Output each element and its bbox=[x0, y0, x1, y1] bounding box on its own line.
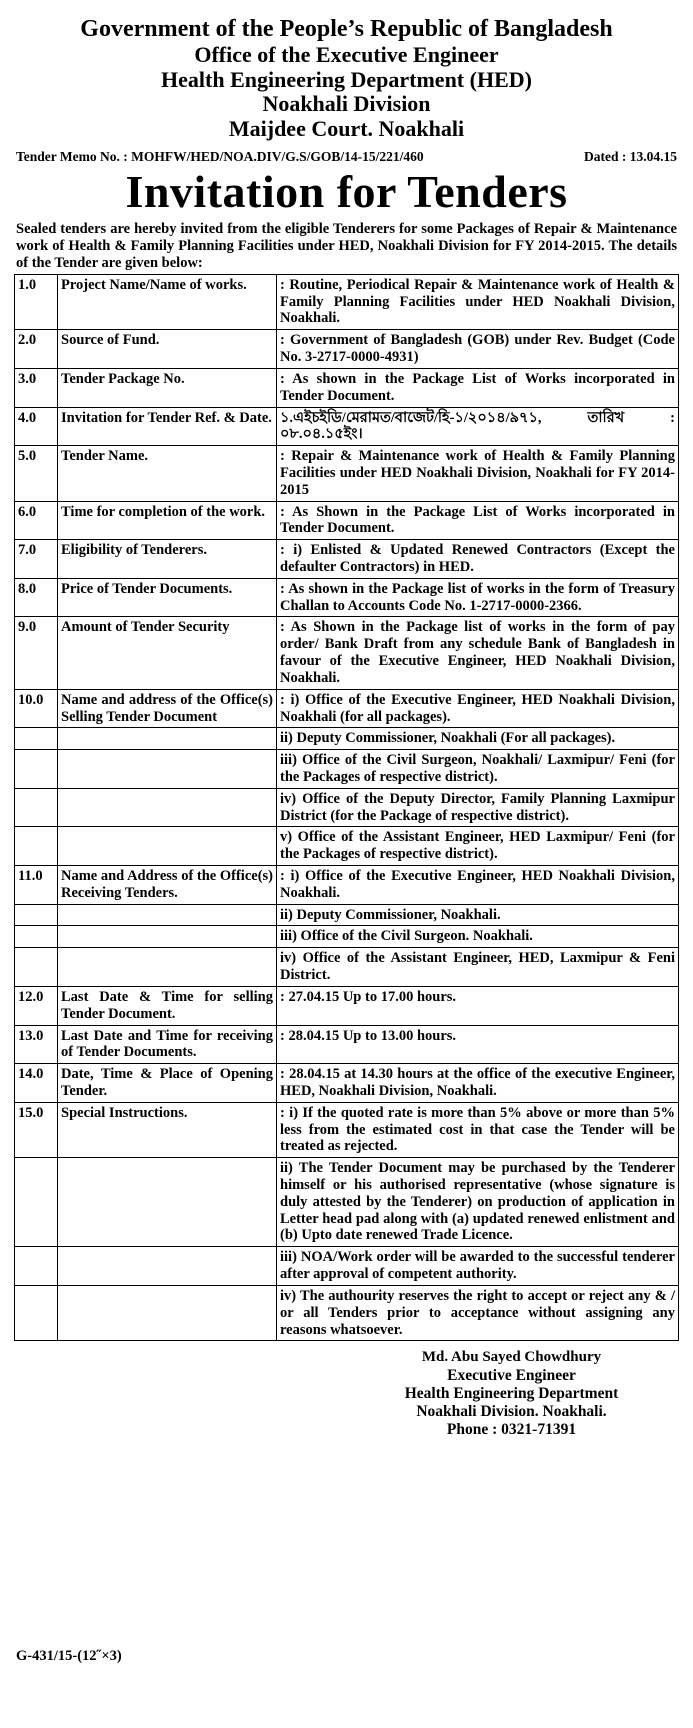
row-number: 3.0 bbox=[15, 368, 58, 407]
row-number bbox=[15, 1285, 58, 1340]
signatory-division: Noakhali Division. Noakhali. bbox=[416, 1402, 607, 1420]
table-row bbox=[15, 578, 679, 617]
row-number: 5.0 bbox=[15, 446, 58, 501]
publication-code: G-431/15-(12˝×3) bbox=[16, 1648, 122, 1664]
table-row bbox=[15, 750, 679, 789]
row-detail: : i) Office of the Executive Engineer, HED Noakhali Division, Noakhali (for all packages). bbox=[277, 689, 679, 728]
table-row bbox=[15, 1064, 679, 1103]
table-row bbox=[15, 1102, 679, 1157]
table-row bbox=[15, 501, 679, 540]
table-row bbox=[15, 728, 679, 750]
memo-number: Tender Memo No. : MOHFW/HED/NOA.DIV/G.S/GOB/14-15/221/460 bbox=[16, 149, 424, 165]
notice-title: Invitation for Tenders bbox=[125, 166, 568, 218]
row-number bbox=[15, 1158, 58, 1247]
row-detail: : As shown in the Package list of works in the form of Treasury Challan to Accounts Code No. 1-2717-0000-2366. bbox=[277, 578, 679, 617]
table-row bbox=[15, 540, 679, 579]
row-item bbox=[58, 1158, 277, 1247]
row-detail: iii) NOA/Work order will be awarded to the successful tenderer after approval of competent authority. bbox=[277, 1247, 679, 1286]
row-detail: : Repair & Maintenance work of Health & Family Planning Facilities under HED Noakhali Division, Noakhali for FY 2014-2015 bbox=[277, 446, 679, 501]
row-detail: : 28.04.15 Up to 13.00 hours. bbox=[277, 1025, 679, 1064]
signatory-phone: Phone : 0321-71391 bbox=[446, 1420, 577, 1438]
row-number: 12.0 bbox=[15, 986, 58, 1025]
row-item bbox=[58, 750, 277, 789]
row-number: 2.0 bbox=[15, 330, 58, 369]
signatory-title: Executive Engineer bbox=[447, 1366, 576, 1384]
row-item: Project Name/Name of works. bbox=[58, 274, 277, 329]
row-detail: : As Shown in the Package list of works in the form of pay order/ Bank Draft from any schedule Bank of Bangladesh in favour of the Executive Engineer, HED Noakhali Division, Noakhali. bbox=[277, 617, 679, 689]
table-row bbox=[15, 788, 679, 827]
row-detail: ii) Deputy Commissioner, Noakhali. bbox=[277, 904, 679, 926]
row-detail: iv) Office of the Assistant Engineer, HED, Laxmipur & Feni District. bbox=[277, 948, 679, 987]
row-detail: : 28.04.15 at 14.30 hours at the office of the executive Engineer, HED, Noakhali Division, Noakhali. bbox=[277, 1064, 679, 1103]
row-item: Amount of Tender Security bbox=[58, 617, 277, 689]
table-row bbox=[15, 1158, 679, 1247]
row-number bbox=[15, 728, 58, 750]
row-detail: ii) Deputy Commissioner, Noakhali (For all packages). bbox=[277, 728, 679, 750]
row-item bbox=[58, 948, 277, 987]
tender-details-body bbox=[15, 274, 679, 1341]
row-detail: : i) Office of the Executive Engineer, HED Noakhali Division, Noakhali. bbox=[277, 866, 679, 905]
row-detail: : 27.04.15 Up to 17.00 hours. bbox=[277, 986, 679, 1025]
row-item: Eligibility of Tenderers. bbox=[58, 540, 277, 579]
row-detail: iv) Office of the Deputy Director, Family Planning Laxmipur District (for the Package of respective district). bbox=[277, 788, 679, 827]
notice-header bbox=[14, 16, 679, 141]
row-number bbox=[15, 926, 58, 948]
row-detail: ১.এইচইডি/মেরামত/বাজেট/হি-১/২০১৪/৯৭১, তারিখ : ০৮.০৪.১৫ইং। bbox=[277, 407, 679, 446]
office-name: Office of the Executive Engineer bbox=[194, 41, 499, 67]
row-item: Special Instructions. bbox=[58, 1102, 277, 1157]
row-item: Price of Tender Documents. bbox=[58, 578, 277, 617]
tender-details-table bbox=[14, 274, 679, 1342]
row-item: Time for completion of the work. bbox=[58, 501, 277, 540]
table-row bbox=[15, 1025, 679, 1064]
row-item: Invitation for Tender Ref. & Date. bbox=[58, 407, 277, 446]
table-row bbox=[15, 1285, 679, 1340]
row-item bbox=[58, 1285, 277, 1340]
table-row bbox=[15, 330, 679, 369]
row-number: 7.0 bbox=[15, 540, 58, 579]
table-row bbox=[15, 827, 679, 866]
memo-date: Dated : 13.04.15 bbox=[584, 149, 677, 165]
table-row bbox=[15, 866, 679, 905]
table-row bbox=[15, 368, 679, 407]
row-item bbox=[58, 1247, 277, 1286]
row-number: 15.0 bbox=[15, 1102, 58, 1157]
row-item bbox=[58, 904, 277, 926]
row-item bbox=[58, 788, 277, 827]
table-row bbox=[15, 274, 679, 329]
table-row bbox=[15, 1247, 679, 1286]
row-detail: v) Office of the Assistant Engineer, HED Laxmipur/ Feni (for the Packages of respective district). bbox=[277, 827, 679, 866]
row-item: Name and Address of the Office(s) Receiving Tenders. bbox=[58, 866, 277, 905]
row-detail: : As Shown in the Package List of Works incorporated in Tender Document. bbox=[277, 501, 679, 540]
table-row bbox=[15, 689, 679, 728]
row-detail: : i) If the quoted rate is more than 5% above or more than 5% less from the estimated cost in that case the Tender will be treated as rejected. bbox=[277, 1102, 679, 1157]
row-number: 9.0 bbox=[15, 617, 58, 689]
signature-block bbox=[344, 1349, 679, 1438]
row-number bbox=[15, 750, 58, 789]
row-item: Tender Name. bbox=[58, 446, 277, 501]
row-number: 13.0 bbox=[15, 1025, 58, 1064]
row-number: 1.0 bbox=[15, 274, 58, 329]
table-row bbox=[15, 446, 679, 501]
row-detail: iii) Office of the Civil Surgeon. Noakhali. bbox=[277, 926, 679, 948]
row-item bbox=[58, 728, 277, 750]
row-item bbox=[58, 827, 277, 866]
row-detail: ii) The Tender Document may be purchased by the Tenderer himself or his authorised representative (whose signature is duly attested by the Tenderer) on production of application in Letter head pad along with (a) updated renewed enlistment and (b) Upto date renewed Trade Licence. bbox=[277, 1158, 679, 1247]
row-item: Tender Package No. bbox=[58, 368, 277, 407]
row-item: Last Date and Time for receiving of Tender Documents. bbox=[58, 1025, 277, 1064]
row-detail: iv) The authourity reserves the right to accept or reject any & / or all Tenders prior to acceptance without assigning any reasons whatsoever. bbox=[277, 1285, 679, 1340]
row-detail: : Routine, Periodical Repair & Maintenance work of Health & Family Planning Facilities under HED Noakhali Division, Noakhali. bbox=[277, 274, 679, 329]
row-detail: iii) Office of the Civil Surgeon, Noakhali/ Laxmipur/ Feni (for the Packages of respective district). bbox=[277, 750, 679, 789]
row-number bbox=[15, 827, 58, 866]
signatory-name: Md. Abu Sayed Chowdhury bbox=[421, 1349, 602, 1366]
memo-row bbox=[14, 149, 679, 165]
table-row bbox=[15, 926, 679, 948]
office-address: Maijdee Court. Noakhali bbox=[228, 115, 465, 141]
intro-paragraph: Sealed tenders are hereby invited from the eligible Tenderers for some Packages of Repair & Maintenance work of Health & Family Planning Facilities under HED, Noakhali Division for FY 2014-2015. The details of the Tender are given below: bbox=[16, 221, 677, 271]
row-item bbox=[58, 926, 277, 948]
department-name: Health Engineering Department (HED) bbox=[161, 66, 532, 92]
table-row bbox=[15, 948, 679, 987]
table-row bbox=[15, 407, 679, 446]
table-row bbox=[15, 617, 679, 689]
row-item: Source of Fund. bbox=[58, 330, 277, 369]
table-row bbox=[15, 986, 679, 1025]
row-number bbox=[15, 948, 58, 987]
row-number bbox=[15, 1247, 58, 1286]
row-number bbox=[15, 904, 58, 926]
row-number: 14.0 bbox=[15, 1064, 58, 1103]
row-number bbox=[15, 788, 58, 827]
row-number: 10.0 bbox=[15, 689, 58, 728]
row-number: 4.0 bbox=[15, 407, 58, 446]
row-detail: : Government of Bangladesh (GOB) under Rev. Budget (Code No. 3-2717-0000-4931) bbox=[277, 330, 679, 369]
government-name: Government of the People’s Republic of Bangladesh bbox=[80, 16, 613, 42]
table-row bbox=[15, 904, 679, 926]
division-name: Noakhali Division bbox=[262, 91, 431, 117]
row-item: Date, Time & Place of Opening Tender. bbox=[58, 1064, 277, 1103]
row-item: Name and address of the Office(s) Selling Tender Document bbox=[58, 689, 277, 728]
row-number: 6.0 bbox=[15, 501, 58, 540]
row-number: 11.0 bbox=[15, 866, 58, 905]
row-detail: : As shown in the Package List of Works incorporated in Tender Document. bbox=[277, 368, 679, 407]
row-detail: : i) Enlisted & Updated Renewed Contractors (Except the defaulter Contractors) in HED. bbox=[277, 540, 679, 579]
row-number: 8.0 bbox=[15, 578, 58, 617]
row-item: Last Date & Time for selling Tender Document. bbox=[58, 986, 277, 1025]
signatory-department: Health Engineering Department bbox=[404, 1384, 619, 1402]
